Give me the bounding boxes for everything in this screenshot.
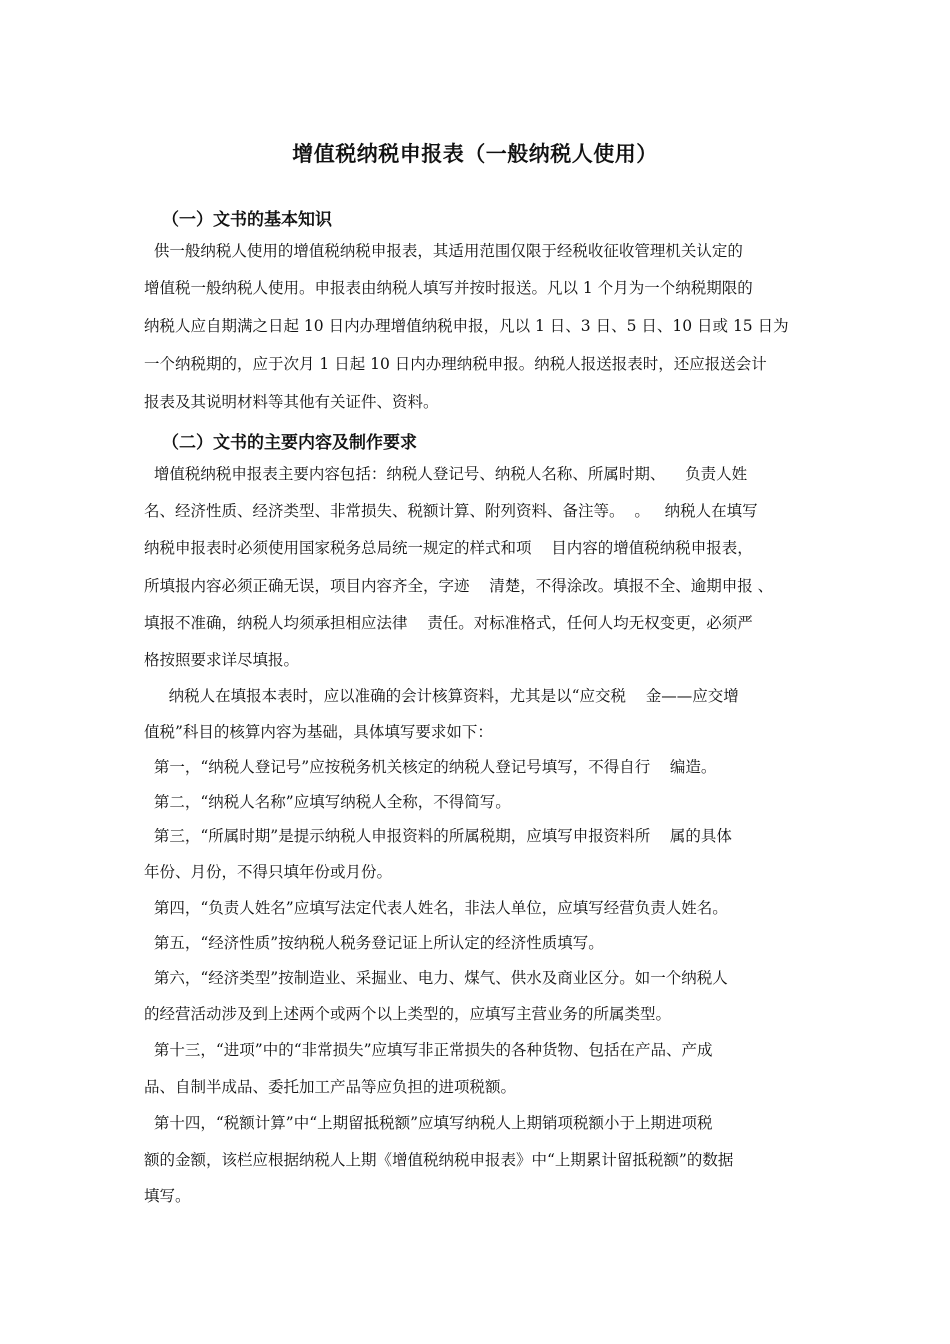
paragraph-line: 填报不准确，纳税人均须承担相应法律 责任。对标准格式，任何人均无权变更，必须严: [144, 614, 753, 632]
section-heading-content-requirements: （二）文书的主要内容及制作要求: [162, 433, 417, 453]
paragraph-line: 第五，“经济性质”按纳税人税务登记证上所认定的经济性质填写。: [144, 934, 604, 952]
paragraph-line: 增值税一般纳税人使用。申报表由纳税人填写并按时报送。凡以 1 个月为一个纳税期限的: [144, 279, 753, 297]
paragraph-line: 名、经济性质、经济类型、非常损失、税额计算、附列资料、备注等。 。 纳税人在填写: [144, 502, 758, 520]
document-title: 增值税纳税申报表（一般纳税人使用）: [292, 141, 658, 166]
section-heading-basic-knowledge: （一）文书的基本知识: [162, 210, 332, 230]
paragraph-line: 纳税人在填报本表时，应以准确的会计核算资料，尤其是以“应交税 金——应交增: [144, 687, 739, 705]
paragraph-line: 第四，“负责人姓名”应填写法定代表人姓名，非法人单位，应填写经营负责人姓名。: [144, 899, 728, 917]
paragraph-line: 增值税纳税申报表主要内容包括：纳税人登记号、纳税人名称、所属时期、 负责人姓: [144, 465, 748, 483]
paragraph-line: 填写。: [144, 1187, 191, 1205]
paragraph-line: 第二，“纳税人名称”应填写纳税人全称，不得简写。: [144, 793, 511, 811]
paragraph-line: 纳税人应自期满之日起 10 日内办理增值纳税申报，凡以 1 日、3 日、5 日、10 日或 15 日为: [144, 317, 789, 335]
paragraph-line: 第一，“纳税人登记号”应按税务机关核定的纳税人登记号填写，不得自行 编造。: [144, 758, 717, 776]
paragraph-line: 所填报内容必须正确无误，项目内容齐全，字迹 清楚，不得涂改。填报不全、逾期申报 、: [144, 577, 774, 595]
paragraph-line: 报表及其说明材料等其他有关证件、资料。: [144, 393, 439, 411]
paragraph-line: 第十三，“进项”中的“非常损失”应填写非正常损失的各种货物、包括在产品、产成: [144, 1041, 713, 1059]
paragraph-line: 额的金额，该栏应根据纳税人上期《增值税纳税申报表》中“上期累计留抵税额”的数据: [144, 1151, 734, 1169]
paragraph-line: 品、自制半成品、委托加工产品等应负担的进项税额。: [144, 1078, 517, 1096]
paragraph-line: 一个纳税期的，应于次月 1 日起 10 日内办理纳税申报。纳税人报送报表时，还应报送会计: [144, 355, 767, 373]
paragraph-line: 年份、月份，不得只填年份或月份。: [144, 863, 393, 881]
paragraph-line: 格按照要求详尽填报。: [144, 651, 300, 669]
paragraph-line: 第三，“所属时期”是提示纳税人申报资料的所属税期，应填写申报资料所 属的具体: [144, 827, 732, 845]
paragraph-line: 的经营活动涉及到上述两个或两个以上类型的，应填写主营业务的所属类型。: [144, 1005, 672, 1023]
paragraph-line: 第六，“经济类型”按制造业、采掘业、电力、煤气、供水及商业区分。如一个纳税人: [144, 969, 728, 987]
paragraph-line: 纳税申报表时必须使用国家税务总局统一规定的样式和项 目内容的增值税纳税申报表，: [144, 539, 753, 557]
paragraph-line: 值税”科目的核算内容为基础，具体填写要求如下：: [144, 723, 493, 741]
paragraph-line: 第十四，“税额计算”中“上期留抵税额”应填写纳税人上期销项税额小于上期进项税: [144, 1114, 713, 1132]
paragraph-line: 供一般纳税人使用的增值税纳税申报表，其适用范围仅限于经税收征收管理机关认定的: [144, 242, 743, 260]
